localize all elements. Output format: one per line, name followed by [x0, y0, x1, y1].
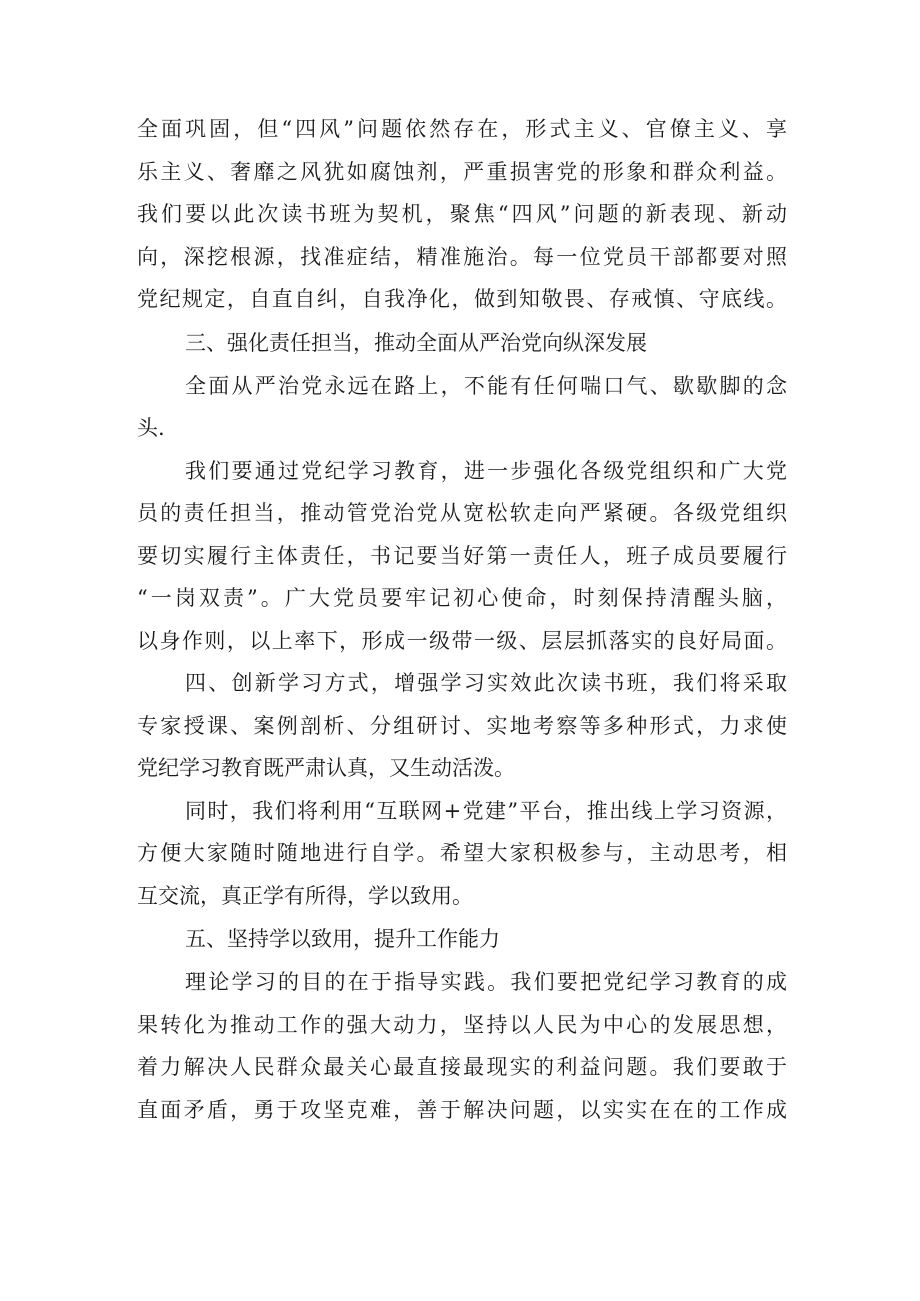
text-line: 党纪规定，自直自纠，自我净化，做到知敬畏、存戒慎、守底线。 — [137, 287, 787, 311]
text-line: 党纪学习教育既严肃认真，又生动活泼。 — [137, 756, 515, 780]
text-line: 果转化为推动工作的强大动力，坚持以人民为中心的发展思想， — [137, 1012, 787, 1037]
text-line: 四、创新学习方式，增强学习实效此次读书班，我们将采取 — [185, 671, 787, 695]
paragraph-apply-learning — [137, 961, 787, 1131]
paragraph-responsibility — [137, 450, 787, 663]
paragraph-four-winds — [137, 108, 787, 321]
paragraph-innovate-learning — [137, 662, 787, 790]
text-line: 全面巩固，但“四风”问题依然存在，形式主义、官僚主义、享 — [137, 117, 787, 141]
document-page — [137, 108, 787, 1131]
text-line: 着力解决人民群众最关心最直接最现实的利益问题。我们要敢于 — [137, 1055, 787, 1079]
text-line: 以身作则，以上率下，形成一级带一级、层层抓落实的良好局面。 — [137, 628, 787, 653]
text-line: 专家授课、案例剖析、分组研讨、实地考察等多种形式，力求使 — [137, 713, 787, 738]
text-line: 全面从严治党永远在路上，不能有任何喘口气、歇歇脚的念 — [185, 373, 787, 398]
text-line: 方便大家随时随地进行自学。希望大家积极参与，主动思考，相 — [137, 841, 787, 865]
text-line: 要切实履行主体责任，书记要当好第一责任人，班子成员要履行 — [137, 543, 787, 568]
paragraph-always-on-road — [137, 365, 787, 450]
text-line: 乐主义、奢靡之风犹如腐蚀剂，严重损害党的形象和群众利益。 — [137, 159, 787, 184]
text-line: 互交流，真正学有所得，学以致用。 — [137, 883, 473, 908]
text-line: “一岗双责”。广大党员要牢记初心使命，时刻保持清醒头脑， — [137, 586, 787, 610]
text-line: 直面矛盾，勇于攻坚克难，善于解决问题，以实实在在的工作成 — [137, 1097, 787, 1122]
text-line: 我们要以此次读书班为契机，聚焦“四风”问题的新表现、新动 — [137, 202, 787, 226]
text-line: 向，深挖根源，找准症结，精准施治。每一位党员干部都要对照 — [137, 244, 787, 269]
section-heading-five: 五、坚持学以致用，提升工作能力 — [185, 927, 500, 951]
section-heading-three: 三、强化责任担当，推动全面从严治党向纵深发展 — [185, 330, 647, 355]
text-line: 员的责任担当，推动管党治党从宽松软走向严紧硬。各级党组织 — [137, 501, 787, 525]
text-line: 理论学习的目的在于指导实践。我们要把党纪学习教育的成 — [185, 970, 787, 994]
paragraph-internet-party — [137, 790, 787, 918]
text-line: 同时，我们将利用“互联网+党建”平台，推出线上学习资源， — [185, 798, 787, 823]
text-line: 头. — [137, 416, 165, 440]
text-line: 我们要通过党纪学习教育，进一步强化各级党组织和广大党 — [185, 458, 787, 483]
